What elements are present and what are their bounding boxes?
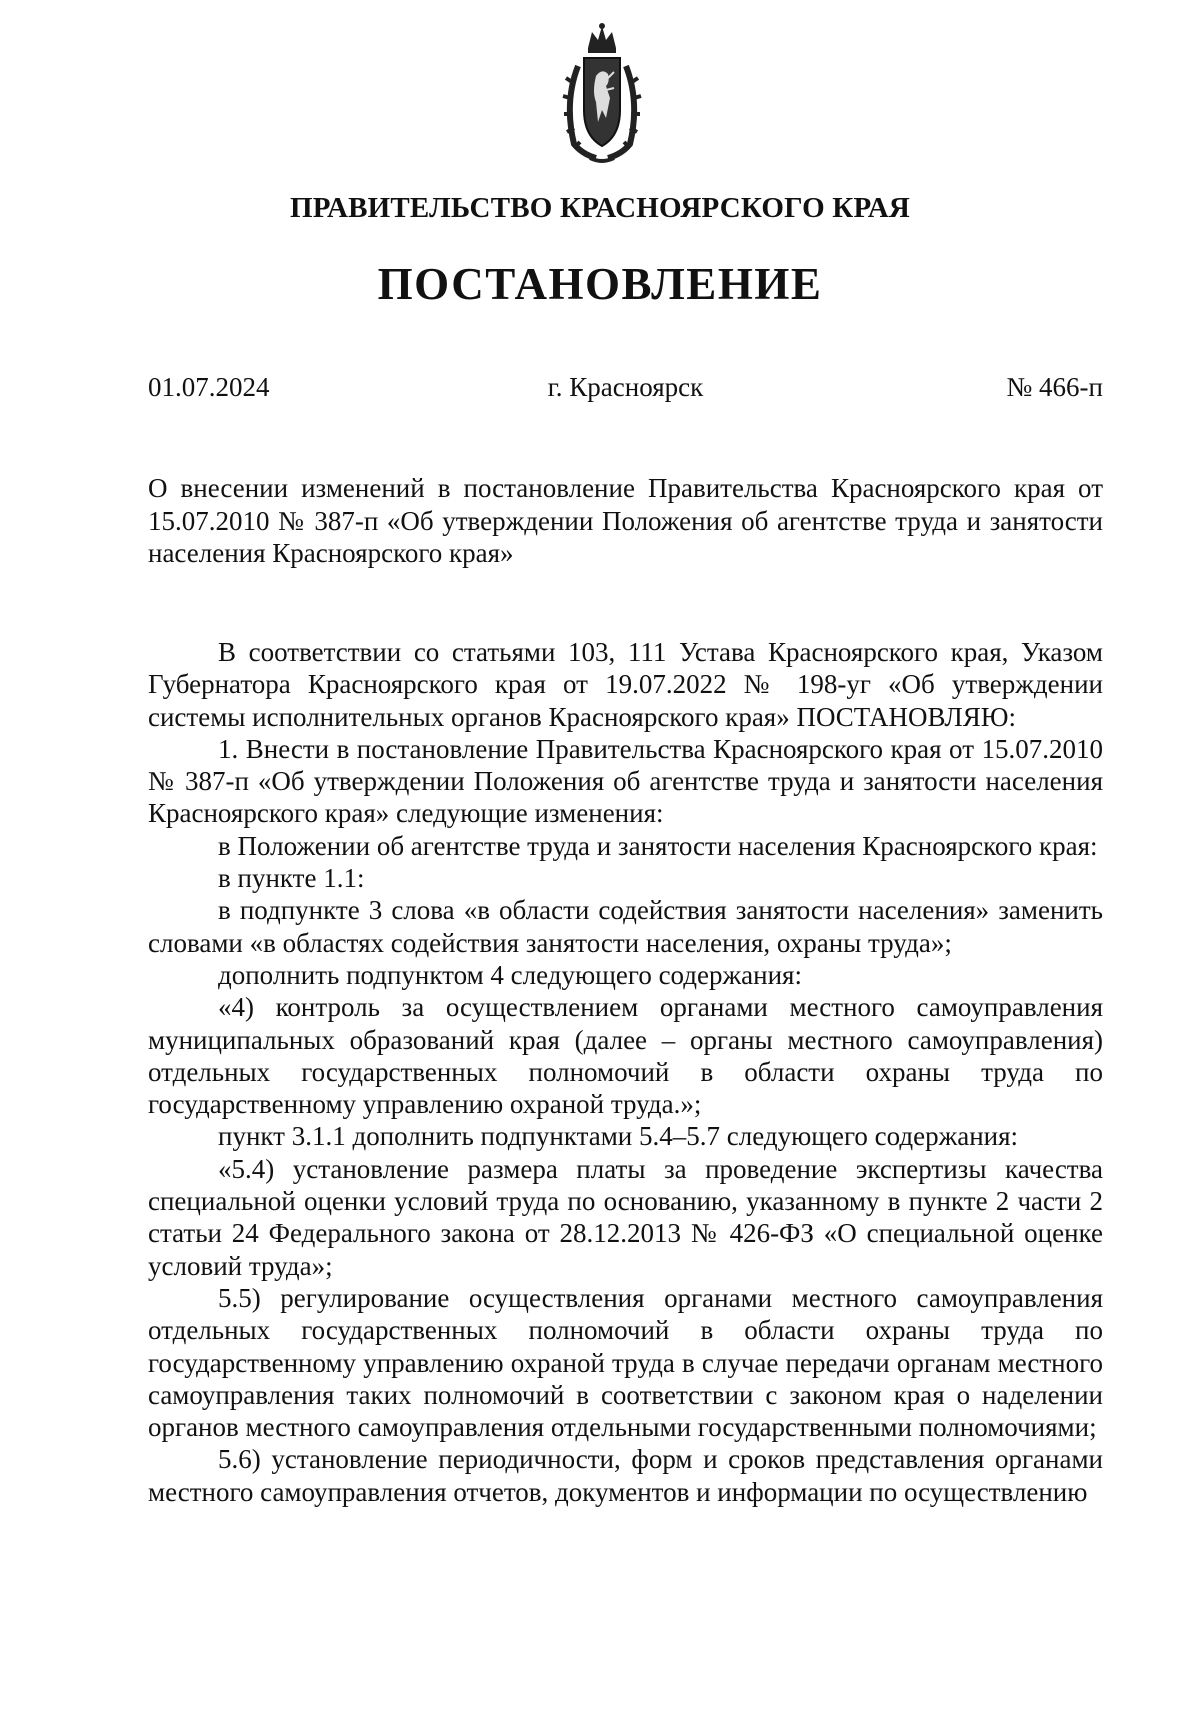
coat-of-arms-emblem	[562, 22, 642, 164]
government-name: ПРАВИТЕЛЬСТВО КРАСНОЯРСКОГО КРАЯ	[289, 192, 911, 224]
paragraph: «5.4) установление размера платы за проведение экспертизы качества специальной оценки условий труда по основанию, указанному в пункте 2 части 2 статьи 24 Федерального закона от 28.12.2013 № 426-ФЗ «О специальной оценке условий труда»;	[148, 1153, 1103, 1281]
document-body	[148, 636, 1103, 1508]
paragraph: «4) контроль за осуществлением органами местного самоуправления муниципальных образований края (далее – органы местного самоуправления) отдельных государственных полномочий в области охраны труда по государственному управлению охраной труда.»;	[148, 992, 1103, 1120]
document-meta	[148, 372, 1103, 406]
paragraph: в пункте 1.1:	[218, 863, 365, 894]
paragraph: дополнить подпунктом 4 следующего содержания:	[218, 959, 802, 990]
document-city: г. Красноярск	[547, 372, 704, 402]
document-date: 01.07.2024	[148, 372, 270, 402]
paragraph: 5.5) регулирование осуществления органами местного самоуправления отдельных государственных полномочий в области охраны труда по государственному управлению охраной труда в случае передачи органам местного самоуправления таких полномочий в соответствии с законом края о наделении органов местного самоуправления отдельными государственными полномочиями;	[148, 1282, 1103, 1443]
paragraph-preamble: В соответствии со статьями 103, 111 Устава Красноярского края, Указом Губернатора Красноярского края от 19.07.2022 № 198-уг «Об утверждении системы исполнительных органов Красноярского края» ПОСТАНОВЛЯЮ:	[148, 637, 1103, 732]
document-subject: О внесении изменений в постановление Правительства Красноярского края от 15.07.2010 № 387-п «Об утверждении Положения об агентстве труда и занятости населения Красноярского края»	[148, 473, 1103, 568]
paragraph: в подпункте 3 слова «в области содействия занятости населения» заменить словами «в областях содействия занятости населения, охраны труда»;	[148, 895, 1103, 958]
paragraph: в Положении об агентстве труда и занятости населения Красноярского края:	[218, 830, 1098, 861]
document-number: № 466-п	[1006, 372, 1103, 402]
paragraph: 5.6) установление периодичности, форм и сроков представления органами местного самоуправления отчетов, документов и информации по осуществлению	[148, 1444, 1103, 1507]
paragraph: пункт 3.1.1 дополнить подпунктами 5.4–5.7 следующего содержания:	[218, 1121, 1019, 1152]
paragraph-item-1: 1. Внести в постановление Правительства Красноярского края от 15.07.2010 № 387-п «Об утверждении Положения об агентстве труда и занятости населения Красноярского края» следующие изменения:	[148, 733, 1103, 829]
document-title: ПОСТАНОВЛЕНИЕ	[377, 259, 823, 309]
